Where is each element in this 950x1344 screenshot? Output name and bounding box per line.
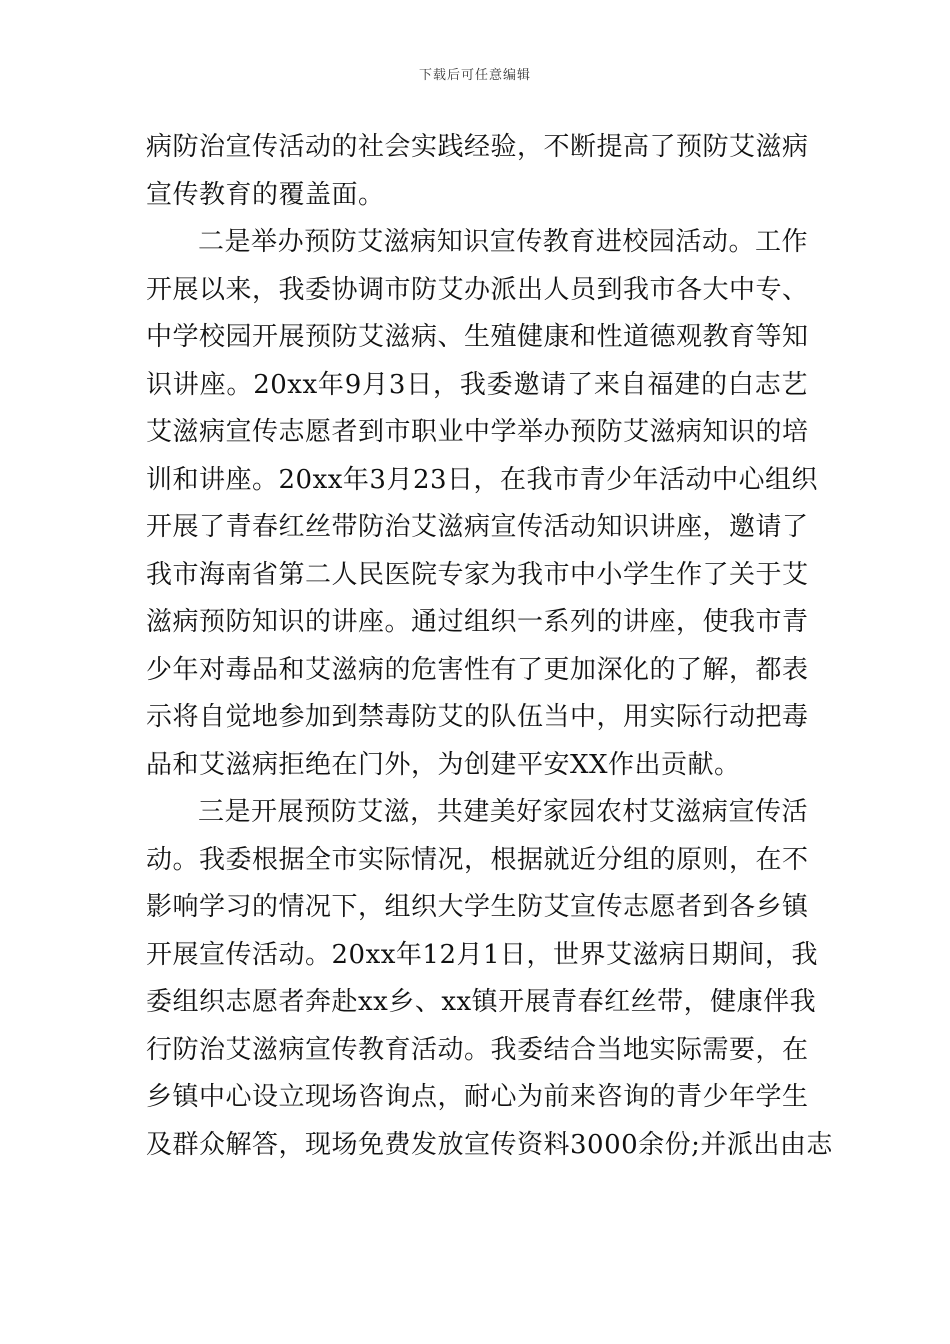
text-line: 我市海南省第二人民医院专家为我市中小学生作了关于艾 (146, 559, 809, 590)
document-body (146, 124, 833, 1169)
text-line: 中学校园开展预防艾滋病、生殖健康和性道德观教育等知 (146, 322, 809, 352)
text-line: 动。我委根据全市实际情况，根据就近分组的原则，在不 (146, 844, 809, 875)
text-line: 影响学习的情况下，组织大学生防艾宣传志愿者到各乡镇 (146, 892, 809, 922)
text-line: 滋病预防知识的讲座。通过组织一系列的讲座，使我市青 (146, 607, 809, 637)
page-header: 下载后可任意编辑 (418, 68, 531, 83)
text-line: 委组织志愿者奔赴xx乡、xx镇开展青春红丝带，健康伴我 (146, 987, 817, 1017)
paragraph-start-line: 二是举办预防艾滋病知识宣传教育进校园活动。工作 (198, 227, 808, 257)
text-line: 病防治宣传活动的社会实践经验，不断提高了预防艾滋病 (146, 132, 809, 162)
text-line: 及群众解答，现场免费发放宣传资料3000余份;并派出由志 (146, 1129, 833, 1160)
text-line: 品和艾滋病拒绝在门外，为创建平安XX作出贡献。 (146, 749, 741, 780)
text-line: 开展了青春红丝带防治艾滋病宣传活动知识讲座，邀请了 (146, 512, 809, 542)
text-line: 宣传教育的覆盖面。 (146, 179, 385, 210)
text-line: 艾滋病宣传志愿者到市职业中学举办预防艾滋病知识的培 (146, 417, 809, 447)
text-line: 开展以来，我委协调市防艾办派出人员到我市各大中专、 (146, 274, 809, 305)
text-line: 少年对毒品和艾滋病的危害性有了更加深化的了解，都表 (146, 654, 809, 685)
text-line: 乡镇中心设立现场咨询点，耐心为前来咨询的青少年学生 (146, 1082, 809, 1112)
text-line: 示将自觉地参加到禁毒防艾的队伍当中，用实际行动把毒 (146, 702, 809, 732)
text-line: 行防治艾滋病宣传教育活动。我委结合当地实际需要，在 (146, 1034, 809, 1065)
text-line: 开展宣传活动。20xx年12月1日，世界艾滋病日期间，我 (146, 939, 819, 970)
text-line: 识讲座。20xx年9月3日，我委邀请了来自福建的白志艺 (146, 369, 808, 400)
paragraph-start-line: 三是开展预防艾滋，共建美好家园农村艾滋病宣传活 (198, 797, 808, 827)
text-line: 训和讲座。20xx年3月23日，在我市青少年活动中心组织 (146, 464, 819, 495)
